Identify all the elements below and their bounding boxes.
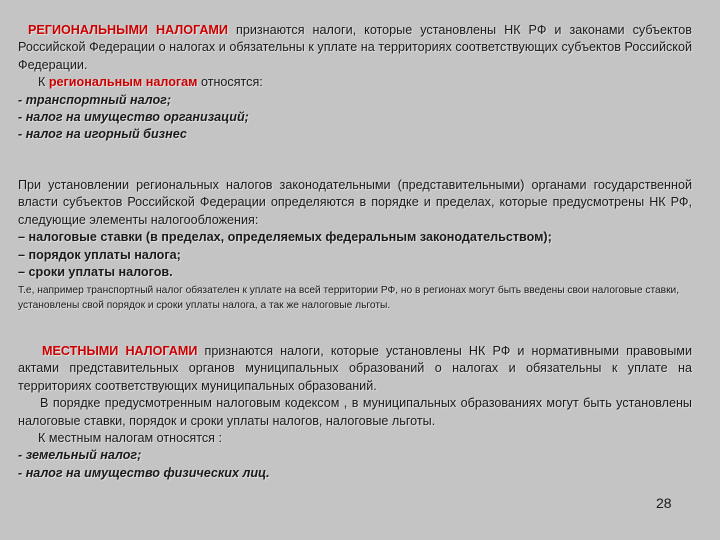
regional-list-highlight: региональным налогам <box>48 75 198 90</box>
local-list-intro: К местным налогам относятся : <box>38 431 222 446</box>
regional-intro: признаются налоги, которые установлены НК РФ и законами субъектов Российской Федерации о налогах и обязательны к уплате на территориях соответствующих субъектов Российской Федерации. <box>18 23 692 72</box>
establishment-text: При установлении региональных налогов законодательными (представительными) органами государственной власти субъектов Российской Федерации определяются в порядке и пределах, которые предусмотрены НК РФ, следующие элементы налогообложения: <box>18 178 692 227</box>
establishment-item: – сроки уплаты налогов. <box>18 265 173 280</box>
establishment-item: – порядок уплаты налога; <box>18 247 181 262</box>
establishment-section <box>18 177 692 313</box>
regional-item: - налог на имущество организаций; <box>18 110 249 125</box>
regional-definition <box>18 22 692 74</box>
establishment-item: – налоговые ставки (в пределах, определяемых федеральным законодательством); <box>18 230 552 245</box>
regional-item: - транспортный налог; <box>18 92 172 107</box>
local-procedure: В порядке предусмотренным налоговым кодексом , в муниципальных образованиях могут быть установлены налоговые ставки, порядок и сроки уплаты налогов, налоговые льготы. <box>18 396 692 428</box>
regional-lead: РЕГИОНАЛЬНЫМИ НАЛОГАМИ <box>28 23 228 37</box>
regional-list-intro: К региональным налогам относятся: <box>38 75 263 90</box>
local-item: - земельный налог; <box>18 448 142 463</box>
local-definition <box>18 343 692 395</box>
local-intro: признаются налоги, которые установлены НК РФ и нормативными правовыми актами представительных органов муниципальных образований о налогах и обязательны к уплате на территориях соответствующих муниципальных образований. <box>18 344 692 393</box>
regional-taxes-section <box>18 22 692 144</box>
establishment-note: Т.е, например транспортный налог обязателен к уплате на всей территории РФ, но в регионах могут быть введены свои налоговые ставки, установлены свой порядок и сроки уплаты налога, а так же налоговые льготы. <box>18 285 680 312</box>
regional-item: - налог на игорный бизнес <box>18 127 187 142</box>
local-item: - налог на имущество физических лиц. <box>18 465 270 480</box>
local-lead: МЕСТНЫМИ НАЛОГАМИ <box>42 344 198 358</box>
local-taxes-section <box>18 343 692 482</box>
page-number: 28 <box>656 495 672 511</box>
